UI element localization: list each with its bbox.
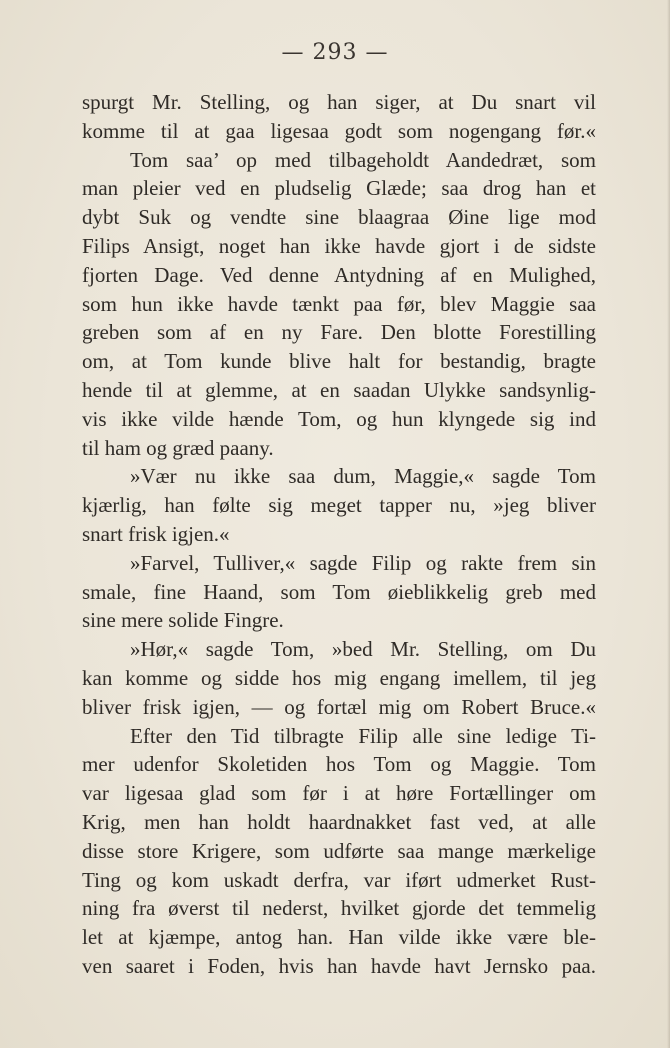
text-line: fjorten Dage. Ved denne Antydning af en Mulighed, xyxy=(82,262,596,287)
text-line: vis ikke vilde hænde Tom, og hun klyngede sig ind xyxy=(82,406,596,431)
text-line: smale, fine Haand, som Tom øieblikkelig greb med xyxy=(82,579,596,604)
text-line: ven saaret i Foden, hvis han havde havt Jernsko paa. xyxy=(82,953,596,978)
body-text xyxy=(82,88,596,981)
text-line: greben som af en ny Fare. Den blotte Forestilling xyxy=(82,320,596,345)
text-line: kan komme og sidde hos mig engang imellem, til jeg xyxy=(82,665,596,690)
text-line: Krig, men han holdt haardnakket fast ved, at alle xyxy=(82,809,596,834)
text-line: sine mere solide Fingre. xyxy=(82,608,284,633)
text-line: »Hør,« sagde Tom, »bed Mr. Stelling, om Du xyxy=(130,637,596,662)
text-line: dybt Suk og vendte sine blaagraa Øine lige mod xyxy=(82,205,596,230)
text-line: til ham og græd paany. xyxy=(82,435,274,460)
text-line: som hun ikke havde tænkt paa før, blev Maggie saa xyxy=(82,291,596,316)
text-line: komme til at gaa ligesaa godt som nogengang før.« xyxy=(82,118,596,143)
text-line: let at kjæmpe, antog han. Han vilde ikke være ble- xyxy=(82,925,596,950)
text-line: disse store Krigere, som udførte saa mange mærkelige xyxy=(82,838,596,863)
text-line: bliver frisk igjen, — og fortæl mig om Robert Bruce.« xyxy=(82,694,596,719)
text-line: man pleier ved en pludselig Glæde; saa drog han et xyxy=(82,176,596,201)
text-line: spurgt Mr. Stelling, og han siger, at Du snart vil xyxy=(82,90,596,114)
text-line: Tom saa’ op med tilbageholdt Aandedræt, som xyxy=(130,147,596,172)
page-number: — 293 — xyxy=(281,40,389,65)
text-line: kjærlig, han følte sig meget tapper nu, »jeg bliver xyxy=(82,493,596,518)
text-line: mer udenfor Skoletiden hos Tom og Maggie. Tom xyxy=(82,752,596,777)
text-line: Ting og kom uskadt derfra, var iført udmerket Rust- xyxy=(82,867,596,892)
text-line: hende til at glemme, at en saadan Ulykke sandsynlig- xyxy=(82,377,596,402)
text-line: Efter den Tid tilbragte Filip alle sine ledige Ti- xyxy=(130,723,596,748)
text-line: Filips Ansigt, noget han ikke havde gjort i de sidste xyxy=(82,233,596,258)
text-line: om, at Tom kunde blive halt for bestandig, bragte xyxy=(82,349,596,374)
text-line: »Farvel, Tulliver,« sagde Filip og rakte frem sin xyxy=(130,550,596,575)
text-line: var ligesaa glad som før i at høre Fortællinger om xyxy=(82,781,596,806)
text-line: »Vær nu ikke saa dum, Maggie,« sagde Tom xyxy=(130,464,596,489)
text-line: snart frisk igjen.« xyxy=(82,521,230,546)
text-line: ning fra øverst til nederst, hvilket gjorde det temmelig xyxy=(82,896,596,921)
